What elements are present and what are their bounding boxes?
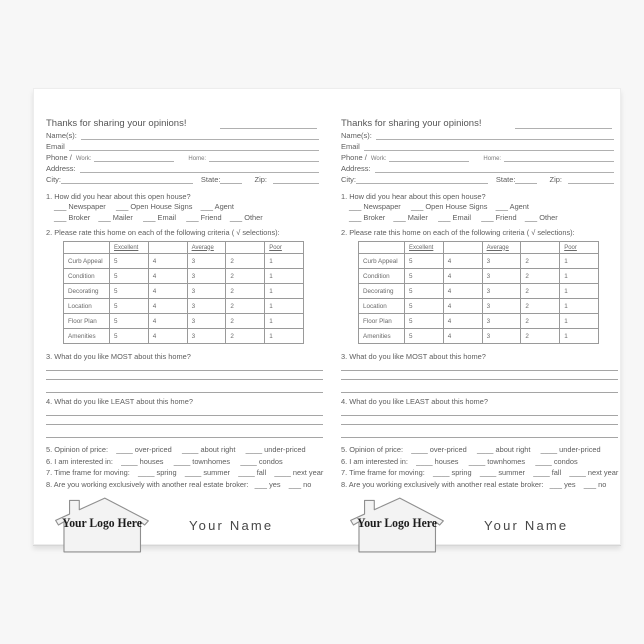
answer-line [46,384,323,393]
question-5: 5. Opinion of price: ____ over-priced ____ about right ____ under-priced [341,445,601,454]
rating-header-cell [148,242,187,254]
answer-line [341,416,618,425]
name-line [81,139,319,140]
answer-line [46,416,323,425]
question-2: 2. Please rate this home on each of the following criteria ( √ selections): [46,228,280,237]
agent-name: Your Name [189,517,274,533]
question-8: 8. Are you working exclusively with another real estate broker: ___ yes ___ no [46,479,312,489]
email-label: Email [341,142,360,151]
rating-row [359,299,599,314]
answer-line [341,384,618,393]
rating-value-cell: 3 [187,254,226,269]
rating-value-cell: 3 [187,269,226,284]
rating-value-cell: 5 [405,284,444,299]
rating-value-cell: 2 [226,329,265,344]
rating-value-cell: 5 [110,314,149,329]
rating-value-cell: 1 [560,299,599,314]
form-heading-row [46,117,323,129]
rating-value-cell: 2 [226,299,265,314]
rating-value-cell: 5 [110,254,149,269]
rating-value-cell: 2 [226,269,265,284]
city-state-zip-row [46,173,323,184]
rating-row [64,254,304,269]
zip-label: Zip: [549,175,562,184]
criteria-cell: Condition [64,269,110,284]
criteria-cell: Floor Plan [64,314,110,329]
rating-value-cell: 2 [226,284,265,299]
criteria-cell: Decorating [359,284,405,299]
notepad-page [33,88,621,545]
form-heading: Thanks for sharing your opinions! [341,118,482,129]
state-label: State: [495,175,516,184]
rating-row [359,254,599,269]
criteria-cell: Amenities [64,329,110,344]
rating-value-cell: 3 [482,254,521,269]
rating-header-cell: Excellent [405,242,444,254]
rating-value-cell: 5 [405,314,444,329]
criteria-cell: Location [359,299,405,314]
rating-value-cell: 5 [110,284,149,299]
rating-row [64,299,304,314]
question-1: 1. How did you hear about this open house? [46,192,191,201]
rating-row [64,284,304,299]
name-label: Name(s): [46,131,77,140]
name-line [376,139,614,140]
rating-value-cell: 5 [405,299,444,314]
rating-value-cell: 1 [560,329,599,344]
rating-header-cell [521,242,560,254]
city-label: City: [341,175,356,184]
rating-value-cell: 4 [443,254,482,269]
house-logo-icon [51,496,153,554]
logo-placeholder-text: Your Logo Here [357,514,438,530]
rating-header-cell [64,242,110,254]
rating-value-cell: 4 [148,284,187,299]
answer-line [341,429,618,438]
form-heading: Thanks for sharing your opinions! [46,118,187,129]
question-1: 1. How did you hear about this open house? [341,192,486,201]
answer-line [46,429,323,438]
rating-value-cell: 2 [226,314,265,329]
heading-blank-line [515,128,612,129]
rating-header-cell [359,242,405,254]
city-line [61,183,193,184]
email-field-row [341,140,618,151]
home-label: Home: [188,156,207,162]
rating-value-cell: 3 [482,329,521,344]
work-label: Work: [370,156,387,162]
rating-value-cell: 4 [148,254,187,269]
question-1-options-row1: ___ Newspaper ___ Open House Signs ___ Agent [54,202,234,211]
rating-value-cell: 3 [187,299,226,314]
rating-row [64,269,304,284]
rating-value-cell: 3 [482,269,521,284]
rating-value-cell: 1 [560,314,599,329]
rating-value-cell: 3 [187,329,226,344]
rating-value-cell: 1 [265,299,304,314]
rating-header-cell: Poor [265,242,304,254]
rating-value-cell: 4 [148,314,187,329]
rating-value-cell: 5 [405,269,444,284]
form-footer [346,496,618,554]
state-line [220,183,242,184]
form-heading-row [341,117,618,129]
rating-header-cell: Poor [560,242,599,254]
zip-line [273,183,319,184]
zip-line [568,183,614,184]
address-label: Address: [46,164,76,173]
logo-placeholder-text: Your Logo Here [62,514,143,530]
rating-header-cell: Average [187,242,226,254]
phone-field-row [341,151,618,162]
question-6: 6. I am interested in: ____ houses ____ townhomes ____ condos [46,456,283,466]
rating-value-cell: 1 [265,254,304,269]
rating-value-cell: 3 [482,314,521,329]
answer-line [46,371,323,380]
rating-value-cell: 3 [482,284,521,299]
rating-row [64,314,304,329]
answer-line [341,407,618,416]
question-3: 3. What do you like MOST about this home? [341,352,486,361]
rating-value-cell: 2 [521,314,560,329]
name-field-row [46,129,323,140]
criteria-cell: Decorating [64,284,110,299]
rating-value-cell: 4 [443,269,482,284]
criteria-cell: Condition [359,269,405,284]
work-phone-line [389,161,469,162]
question-6: 6. I am interested in: ____ houses ____ townhomes ____ condos [341,456,578,466]
rating-value-cell: 4 [443,314,482,329]
city-line [356,183,488,184]
address-field-row [46,162,323,173]
rating-value-cell: 2 [521,329,560,344]
rating-value-cell: 1 [265,284,304,299]
rating-header-row [64,242,304,254]
rating-value-cell: 1 [560,254,599,269]
rating-value-cell: 4 [148,299,187,314]
address-field-row [341,162,618,173]
question-1-options-row1: ___ Newspaper ___ Open House Signs ___ Agent [349,202,529,211]
criteria-cell: Amenities [359,329,405,344]
rating-value-cell: 2 [521,269,560,284]
rating-header-cell: Average [482,242,521,254]
email-label: Email [46,142,65,151]
agent-name: Your Name [484,517,569,533]
rating-value-cell: 5 [110,299,149,314]
rating-value-cell: 1 [560,284,599,299]
answer-line [341,362,618,371]
state-label: State: [200,175,221,184]
rating-value-cell: 1 [265,329,304,344]
state-line [515,183,537,184]
rating-row [64,329,304,344]
rating-header-cell [443,242,482,254]
rating-row [359,269,599,284]
criteria-cell: Curb Appeal [359,254,405,269]
answer-line [46,407,323,416]
rating-row [359,314,599,329]
address-line [375,172,614,173]
rating-header-row [359,242,599,254]
rating-value-cell: 5 [110,269,149,284]
question-2: 2. Please rate this home on each of the following criteria ( √ selections): [341,228,575,237]
rating-value-cell: 4 [148,269,187,284]
work-phone-line [94,161,174,162]
question-3: 3. What do you like MOST about this home? [46,352,191,361]
form-footer [51,496,323,554]
question-8: 8. Are you working exclusively with another real estate broker: ___ yes ___ no [341,479,607,489]
criteria-cell: Location [64,299,110,314]
question-7: 7. Time frame for moving: ____ spring ____ summer ____ fall ____ next year [46,468,324,477]
feedback-form-left [46,117,323,544]
rating-header-cell [226,242,265,254]
rating-row [359,284,599,299]
heading-blank-line [220,128,317,129]
rating-value-cell: 5 [110,329,149,344]
question-7: 7. Time frame for moving: ____ spring ____ summer ____ fall ____ next year [341,468,619,477]
email-line [69,150,319,151]
home-phone-line [504,161,614,162]
work-label: Work: [75,156,92,162]
rating-value-cell: 3 [187,284,226,299]
rating-value-cell: 3 [187,314,226,329]
question-1-options-row2: ___ Broker ___ Mailer ___ Email ___ Friend ___ Other [54,212,263,222]
rating-value-cell: 3 [482,299,521,314]
answer-line [46,362,323,371]
question-1-options-row2: ___ Broker ___ Mailer ___ Email ___ Friend ___ Other [349,212,558,222]
rating-value-cell: 1 [560,269,599,284]
phone-label: Phone / [341,153,367,162]
rating-table [358,241,599,344]
city-state-zip-row [341,173,618,184]
rating-value-cell: 4 [443,329,482,344]
rating-value-cell: 4 [443,299,482,314]
address-line [80,172,319,173]
question-4: 4. What do you like LEAST about this home? [341,397,488,406]
rating-table [63,241,304,344]
city-label: City: [46,175,61,184]
rating-value-cell: 4 [443,284,482,299]
email-field-row [46,140,323,151]
address-label: Address: [341,164,371,173]
question-5: 5. Opinion of price: ____ over-priced ____ about right ____ under-priced [46,445,306,454]
home-label: Home: [483,156,502,162]
rating-value-cell: 5 [405,329,444,344]
rating-value-cell: 2 [521,299,560,314]
house-logo-icon [346,496,448,554]
name-label: Name(s): [341,131,372,140]
rating-value-cell: 1 [265,314,304,329]
zip-label: Zip: [254,175,267,184]
rating-row [359,329,599,344]
rating-header-cell: Excellent [110,242,149,254]
criteria-cell: Curb Appeal [64,254,110,269]
rating-value-cell: 5 [405,254,444,269]
rating-value-cell: 2 [226,254,265,269]
email-line [364,150,614,151]
phone-field-row [46,151,323,162]
rating-value-cell: 2 [521,284,560,299]
rating-value-cell: 2 [521,254,560,269]
home-phone-line [209,161,319,162]
answer-line [341,371,618,380]
phone-label: Phone / [46,153,72,162]
name-field-row [341,129,618,140]
criteria-cell: Floor Plan [359,314,405,329]
feedback-form-right [341,117,618,544]
question-4: 4. What do you like LEAST about this home? [46,397,193,406]
rating-value-cell: 4 [148,329,187,344]
rating-value-cell: 1 [265,269,304,284]
